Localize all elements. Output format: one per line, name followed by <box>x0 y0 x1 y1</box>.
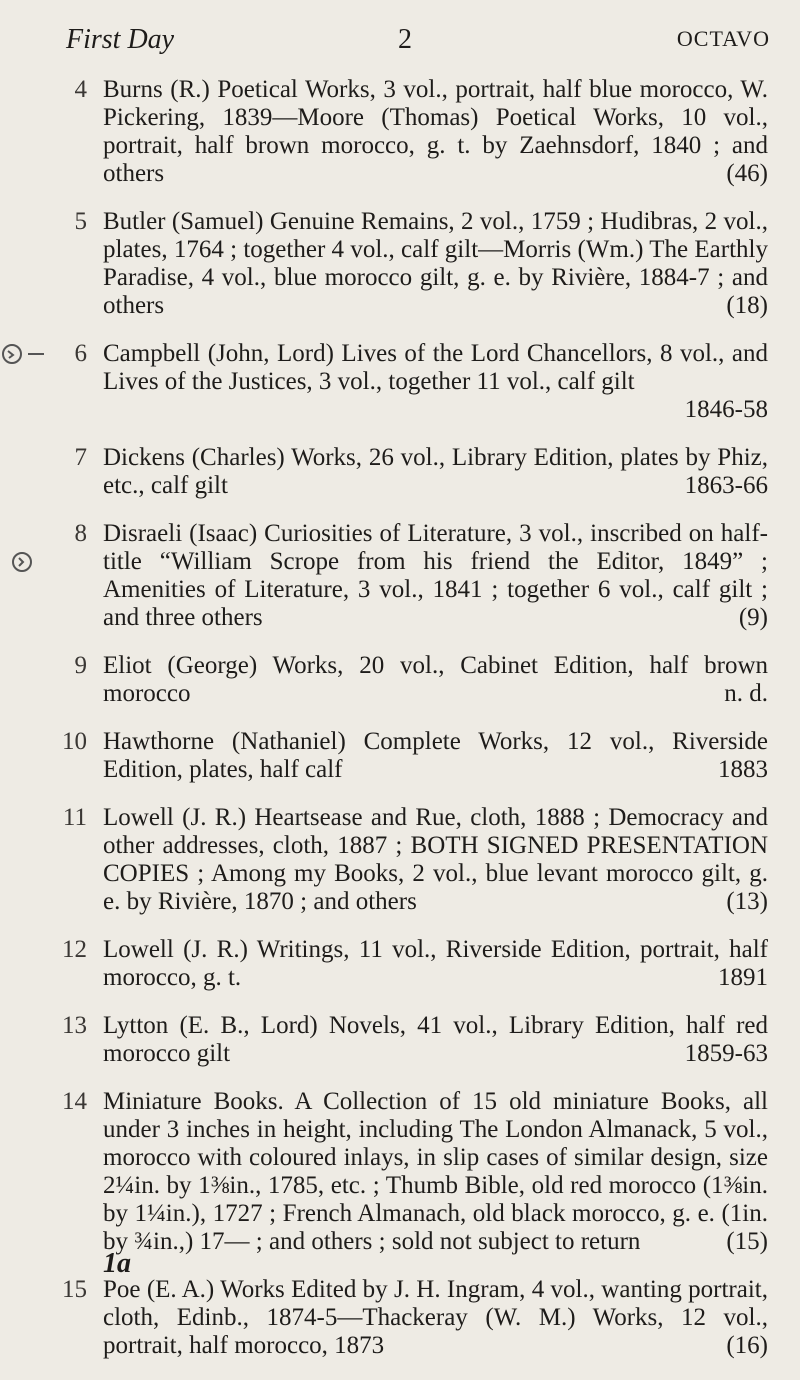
lot-note: (46) <box>726 160 768 187</box>
lot-description: Campbell (John, Lord) Lives of the Lord Chancellors, 8 vol., and Lives of the Justices, 3 vol., together 11 vol., calf gilt <box>103 340 768 395</box>
lot-note: 1859-63 <box>684 1040 768 1067</box>
lot-note: (16) <box>726 1332 768 1359</box>
lot-entry <box>62 1012 768 1068</box>
lot-entry <box>62 936 768 992</box>
format-label: OCTAVO <box>676 26 770 51</box>
lot-note: 1863-66 <box>684 472 768 499</box>
lot-description: Miniature Books. A Collection of 15 old miniature Books, all under 3 inches in height, including The London Almanack, 5 vol., morocco with coloured inlays, in slip cases of similar design, size 2¼in. by 1⅜in., 1785, etc. ; Thumb Bible, old red morocco (1⅜in. by 1¼in.), 1727 ; French Almanach, old black morocco, g. e. (1in. by ¾in.,) 17— ; and others ; sold not subject to return <box>103 1088 768 1255</box>
lot-entry <box>62 804 768 916</box>
lot-entry <box>74 340 768 424</box>
lot-note: (15) <box>726 1228 768 1255</box>
page-number: 2 <box>398 24 412 55</box>
lot-number: 12 <box>62 936 87 963</box>
lot-number: 14 <box>62 1088 87 1115</box>
lot-note: n. d. <box>724 680 768 707</box>
lot-entry <box>74 652 768 708</box>
lot-number: 4 <box>74 76 87 103</box>
lot-note: (9) <box>738 604 768 631</box>
lot-description: Burns (R.) Poetical Works, 3 vol., portrait, half blue morocco, W. Pickering, 1839—Moore (Thomas) Poetical Works, 10 vol., portrait, half brown morocco, g. t. by Zaehnsdorf, 1840 ; and others <box>103 76 768 187</box>
lot-note: (13) <box>726 888 768 915</box>
lot-note: (18) <box>726 292 768 319</box>
lot-number: 11 <box>62 804 87 831</box>
lot-description: Lowell (J. R.) Heartsease and Rue, cloth, 1888 ; Democracy and other addresses, cloth, 1887 ; BOTH SIGNED PRESENTATION COPIES ; Among my Books, 2 vol., blue levant morocco gilt, g. e. by Rivière, 1870 ; and others <box>103 804 768 915</box>
lot-description: Lytton (E. B., Lord) Novels, 41 vol., Library Edition, half red morocco gilt <box>103 1012 768 1067</box>
lot-entry <box>74 76 768 188</box>
lot-list <box>0 76 800 1380</box>
lot-note: 1891 <box>718 964 768 991</box>
lot-number: 9 <box>74 652 87 679</box>
lot-entry <box>74 444 768 500</box>
lot-entry <box>74 208 768 320</box>
lot-entry <box>62 1276 768 1360</box>
lot-number: 10 <box>62 728 87 755</box>
page-header <box>66 24 770 64</box>
lot-number: 7 <box>74 444 87 471</box>
lot-description: Hawthorne (Nathaniel) Complete Works, 12 vol., Riverside Edition, plates, half calf <box>103 728 768 783</box>
lot-description: Poe (E. A.) Works Edited by J. H. Ingram, 4 vol., wanting portrait, cloth, Edinb., 1874-5—Thackeray (W. M.) Works, 12 vol., portrait, half morocco, 1873 <box>103 1276 768 1359</box>
lot-entry <box>74 520 768 632</box>
lot-description: Dickens (Charles) Works, 26 vol., Library Edition, plates by Phiz, etc., calf gilt <box>103 444 768 499</box>
lot-entry <box>62 1088 768 1256</box>
lot-description: Disraeli (Isaac) Curiosities of Literature, 3 vol., inscribed on half-title “William Scrope from his friend the Editor, 1849” ; Amenities of Literature, 3 vol., 1841 ; together 6 vol., calf gilt ; and three others <box>103 520 768 631</box>
lot-number: 6 <box>74 340 87 367</box>
lot-entry <box>62 728 768 784</box>
lot-number: 8 <box>74 520 87 547</box>
lot-number: 15 <box>62 1276 87 1303</box>
lot-number: 13 <box>62 1012 87 1039</box>
lot-description: Lowell (J. R.) Writings, 11 vol., Riverside Edition, portrait, half morocco, g. t. <box>103 936 768 991</box>
lot-note: 1883 <box>718 756 768 783</box>
handwritten-mark-icon <box>0 550 60 574</box>
lot-description: Butler (Samuel) Genuine Remains, 2 vol., 1759 ; Hudibras, 2 vol., plates, 1764 ; together 4 vol., calf gilt—Morris (Wm.) The Earthly Paradise, 4 vol., blue morocco gilt, g. e. by Rivière, 1884-7 ; and others <box>103 208 768 319</box>
signature-mark: 1a <box>103 1248 131 1279</box>
running-title: First Day <box>66 24 175 55</box>
lot-number: 5 <box>74 208 87 235</box>
lot-description: Eliot (George) Works, 20 vol., Cabinet Edition, half brown morocco <box>103 652 768 707</box>
lot-note: 1846-58 <box>684 396 768 423</box>
